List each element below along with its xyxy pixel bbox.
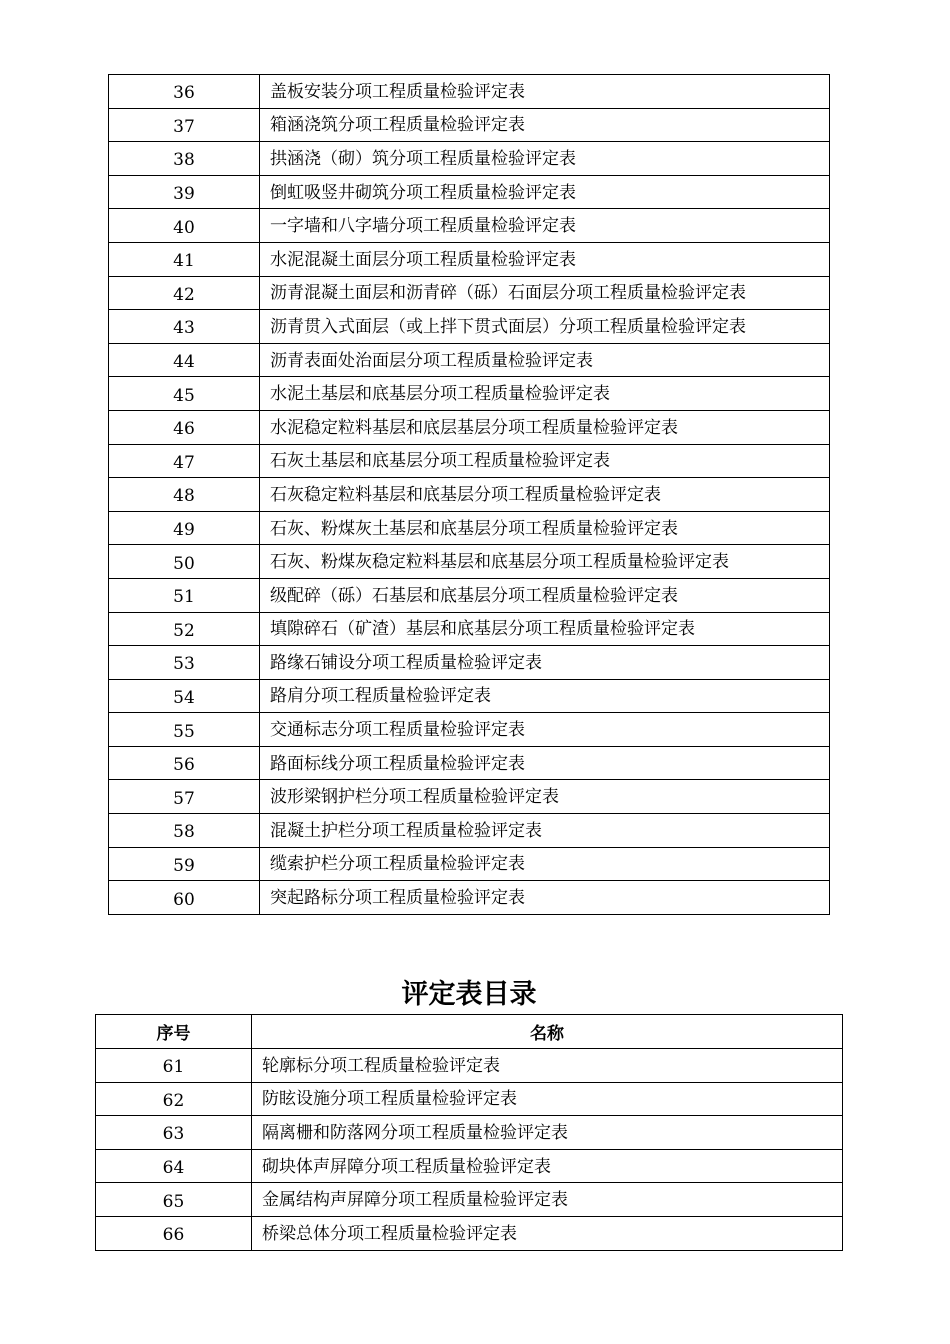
row-name: 防眩设施分项工程质量检验评定表 (252, 1082, 843, 1116)
row-number: 54 (109, 679, 260, 713)
table-row (109, 444, 830, 478)
table-row (109, 410, 830, 444)
table-row (109, 713, 830, 747)
section-title: 评定表目录 (401, 979, 537, 1010)
row-number: 36 (109, 75, 260, 109)
row-number: 50 (109, 545, 260, 579)
table-row (109, 242, 830, 276)
row-name: 金属结构声屏障分项工程质量检验评定表 (252, 1183, 843, 1217)
row-name: 石灰、粉煤灰稳定粒料基层和底基层分项工程质量检验评定表 (260, 545, 830, 579)
table-row (96, 1149, 843, 1183)
row-name: 石灰土基层和底基层分项工程质量检验评定表 (260, 444, 830, 478)
row-name: 一字墙和八字墙分项工程质量检验评定表 (260, 209, 830, 243)
row-number: 47 (109, 444, 260, 478)
row-number: 48 (109, 478, 260, 512)
row-name: 沥青表面处治面层分项工程质量检验评定表 (260, 343, 830, 377)
table-row (96, 1216, 843, 1250)
row-number: 53 (109, 646, 260, 680)
row-name: 桥梁总体分项工程质量检验评定表 (252, 1216, 843, 1250)
row-name: 石灰稳定粒料基层和底基层分项工程质量检验评定表 (260, 478, 830, 512)
table-header-row (96, 1015, 843, 1049)
row-name: 路面标线分项工程质量检验评定表 (260, 746, 830, 780)
row-name: 波形梁钢护栏分项工程质量检验评定表 (260, 780, 830, 814)
row-number: 64 (96, 1149, 252, 1183)
row-number: 37 (109, 108, 260, 142)
table-row (109, 310, 830, 344)
row-name: 沥青混凝土面层和沥青碎（砾）石面层分项工程质量检验评定表 (260, 276, 830, 310)
row-number: 46 (109, 410, 260, 444)
row-name: 交通标志分项工程质量检验评定表 (260, 713, 830, 747)
row-name: 沥青贯入式面层（或上拌下贯式面层）分项工程质量检验评定表 (260, 310, 830, 344)
row-name: 缆索护栏分项工程质量检验评定表 (260, 847, 830, 881)
row-name: 水泥土基层和底基层分项工程质量检验评定表 (260, 377, 830, 411)
table-row (109, 612, 830, 646)
table-row (109, 780, 830, 814)
row-number: 59 (109, 847, 260, 881)
table-row (109, 847, 830, 881)
row-name: 倒虹吸竖井砌筑分项工程质量检验评定表 (260, 175, 830, 209)
row-number: 52 (109, 612, 260, 646)
table-row (96, 1049, 843, 1083)
table-body (96, 1049, 843, 1251)
table-row (109, 545, 830, 579)
row-name: 级配碎（砾）石基层和底基层分项工程质量检验评定表 (260, 578, 830, 612)
row-number: 62 (96, 1082, 252, 1116)
row-name: 水泥混凝土面层分项工程质量检验评定表 (260, 242, 830, 276)
table-row (109, 175, 830, 209)
table-body (109, 75, 830, 915)
row-number: 38 (109, 142, 260, 176)
table-row (109, 814, 830, 848)
table-row (109, 75, 830, 109)
table-row (109, 679, 830, 713)
row-name: 箱涵浇筑分项工程质量检验评定表 (260, 108, 830, 142)
table-row (109, 746, 830, 780)
row-number: 44 (109, 343, 260, 377)
table-row (109, 578, 830, 612)
evaluation-table-continued (108, 74, 830, 915)
table-row (96, 1082, 843, 1116)
table-row (109, 511, 830, 545)
table-row (109, 343, 830, 377)
table-row (109, 377, 830, 411)
row-number: 60 (109, 881, 260, 915)
row-number: 51 (109, 578, 260, 612)
row-number: 43 (109, 310, 260, 344)
row-number: 61 (96, 1049, 252, 1083)
table-row (109, 209, 830, 243)
row-number: 65 (96, 1183, 252, 1217)
row-number: 39 (109, 175, 260, 209)
row-number: 41 (109, 242, 260, 276)
row-name: 盖板安装分项工程质量检验评定表 (260, 75, 830, 109)
table-row (109, 646, 830, 680)
row-number: 45 (109, 377, 260, 411)
row-name: 路肩分项工程质量检验评定表 (260, 679, 830, 713)
table-row (109, 142, 830, 176)
row-number: 49 (109, 511, 260, 545)
row-name: 砌块体声屏障分项工程质量检验评定表 (252, 1149, 843, 1183)
row-name: 石灰、粉煤灰土基层和底基层分项工程质量检验评定表 (260, 511, 830, 545)
row-number: 55 (109, 713, 260, 747)
table-row (109, 881, 830, 915)
row-number: 56 (109, 746, 260, 780)
table-row (109, 108, 830, 142)
row-number: 58 (109, 814, 260, 848)
row-name: 拱涵浇（砌）筑分项工程质量检验评定表 (260, 142, 830, 176)
row-name: 填隙碎石（矿渣）基层和底基层分项工程质量检验评定表 (260, 612, 830, 646)
row-number: 66 (96, 1216, 252, 1250)
row-number: 63 (96, 1116, 252, 1150)
header-name: 名称 (252, 1015, 843, 1049)
table-row (109, 276, 830, 310)
table-row (96, 1183, 843, 1217)
row-number: 40 (109, 209, 260, 243)
table-row (96, 1116, 843, 1150)
evaluation-table-directory (95, 1014, 843, 1251)
row-number: 57 (109, 780, 260, 814)
row-name: 突起路标分项工程质量检验评定表 (260, 881, 830, 915)
row-name: 水泥稳定粒料基层和底层基层分项工程质量检验评定表 (260, 410, 830, 444)
row-number: 42 (109, 276, 260, 310)
row-name: 轮廓标分项工程质量检验评定表 (252, 1049, 843, 1083)
row-name: 路缘石铺设分项工程质量检验评定表 (260, 646, 830, 680)
row-name: 隔离栅和防落网分项工程质量检验评定表 (252, 1116, 843, 1150)
header-serial-number: 序号 (96, 1015, 252, 1049)
row-name: 混凝土护栏分项工程质量检验评定表 (260, 814, 830, 848)
table-row (109, 478, 830, 512)
